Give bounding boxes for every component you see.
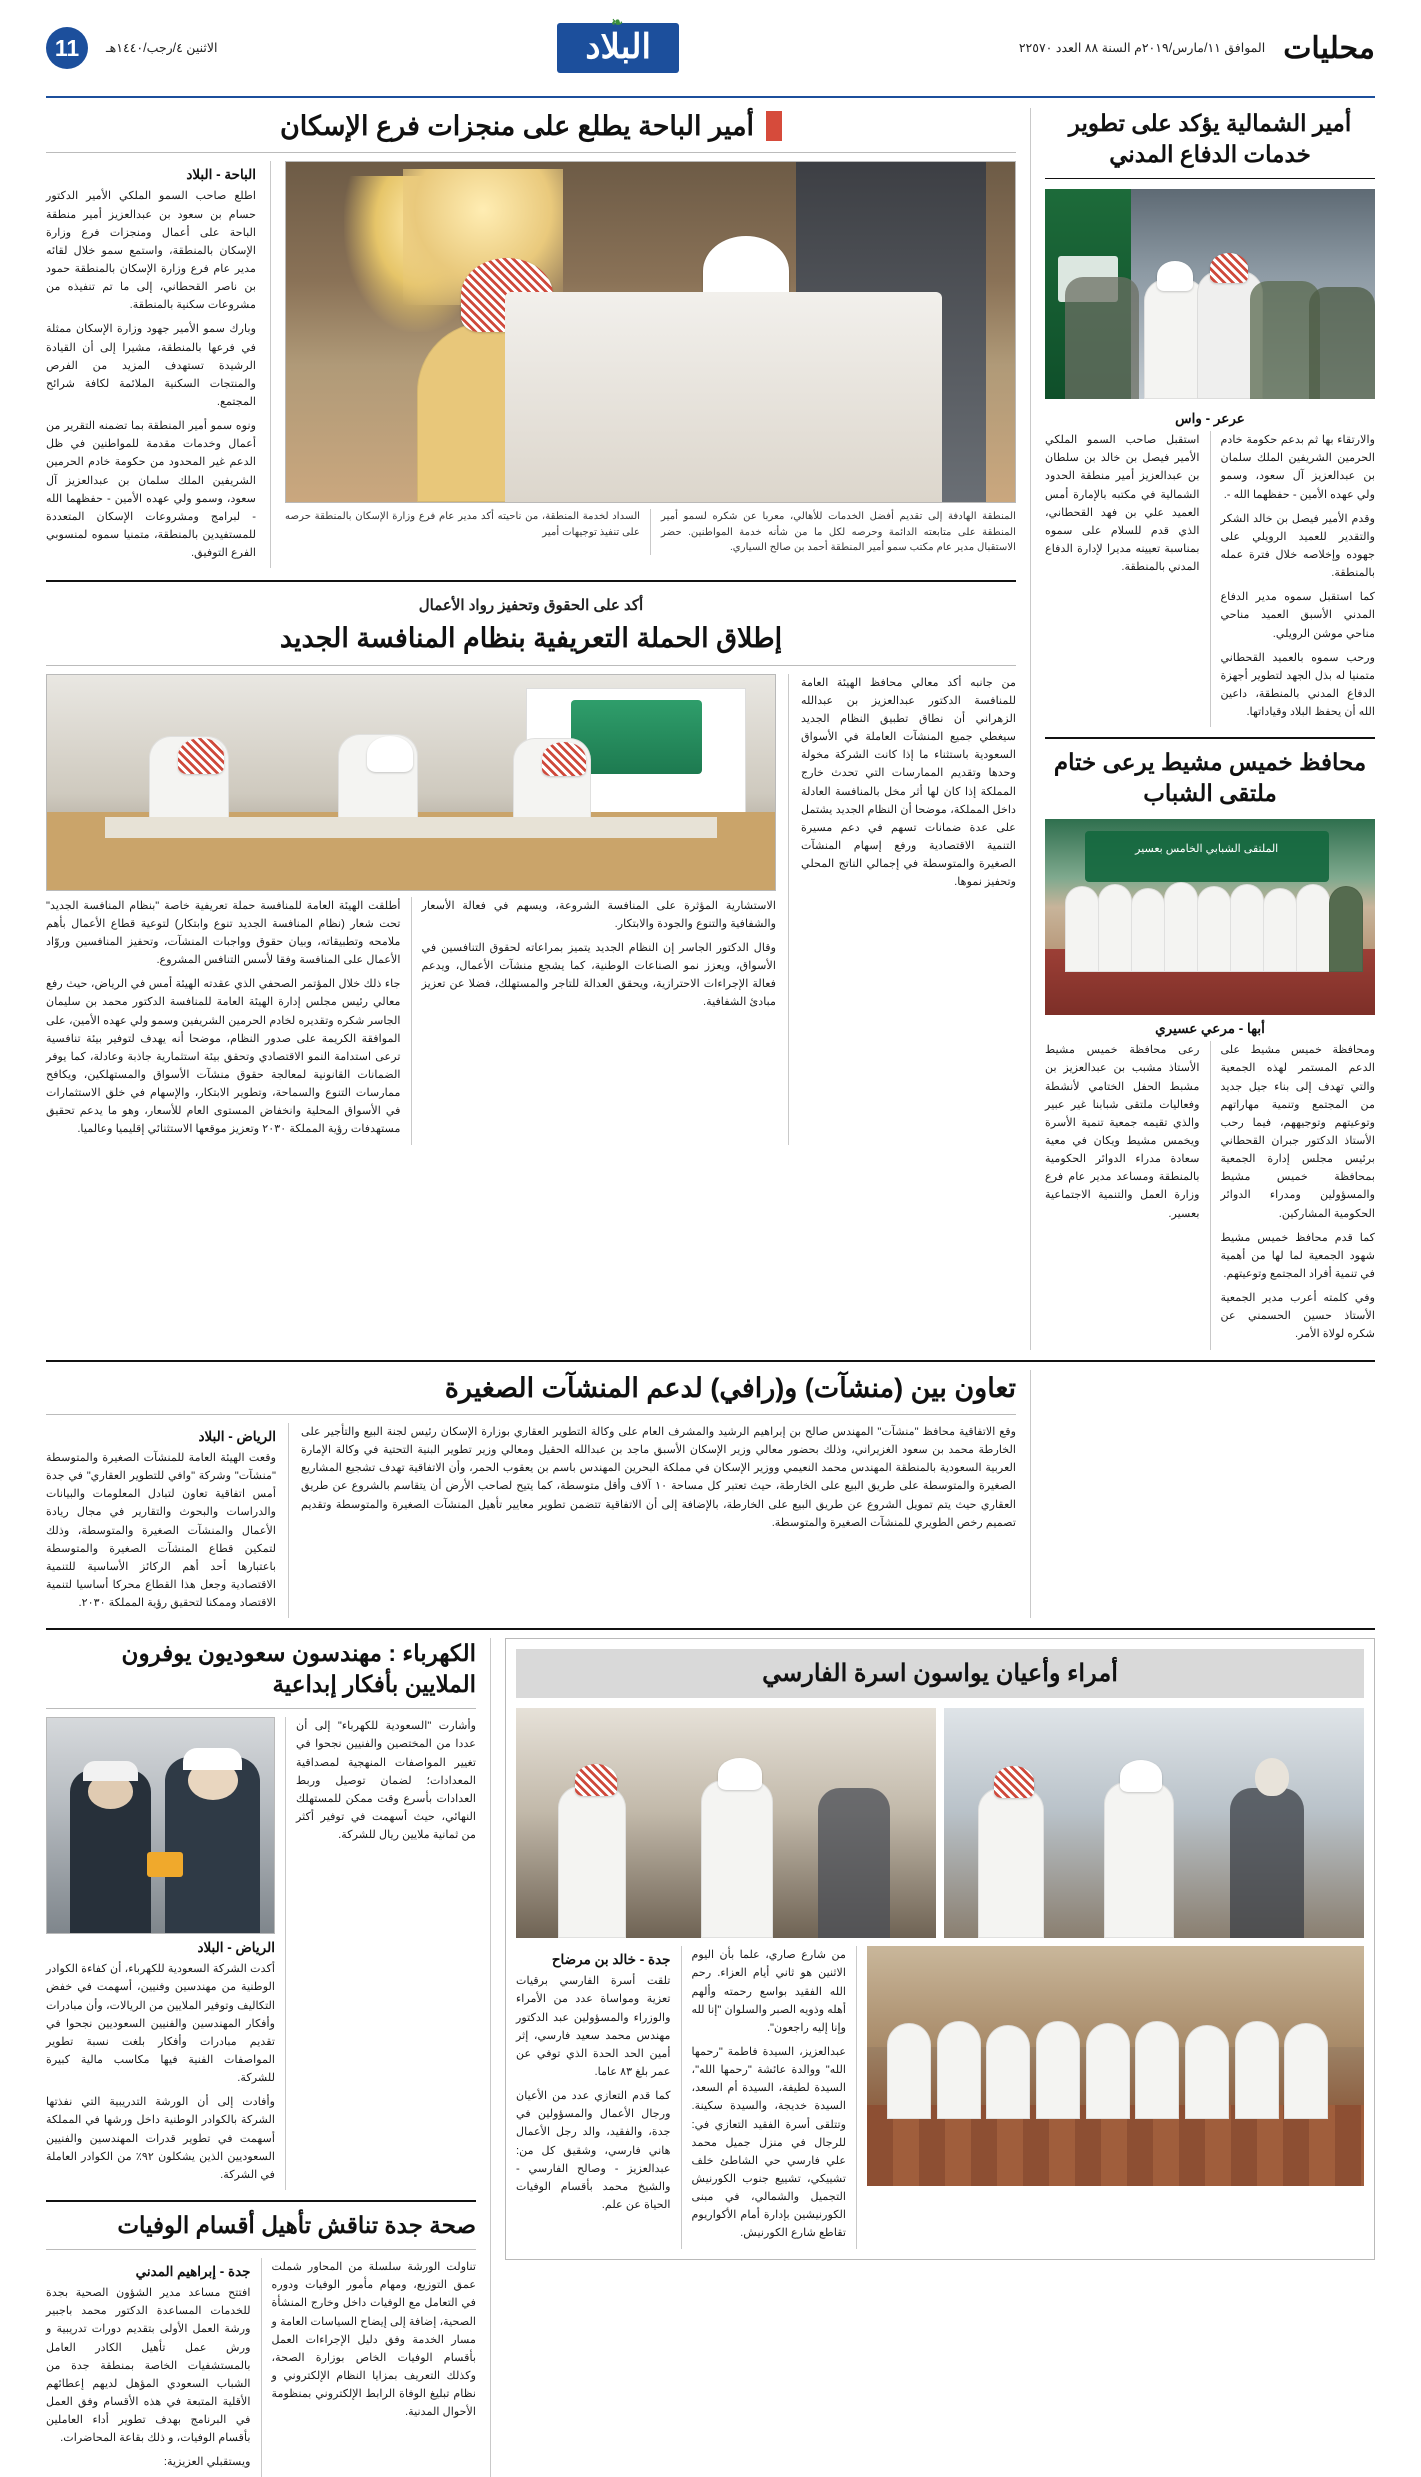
article-youth-forum <box>1045 747 1375 1349</box>
condolence-body-col2: من شارع صاري، علما بأن اليوم الاثنين هو ثاني أيام العزاء. رحم الله الفقيد بواسع رحمته وألهم أهله وذويه الصبر والسلوان "إنا لله وإنا إليه راجعون". عبدالعزيز، السيدة فاطمة "رحمها الله" ووالدة عائشة "رحمها الله"، السيدة لطيفة، السيدة أم السعد، السيدة خديجة، والسيدة سكينة. وتتلقى أسرة الفقيد التعازي في: للرجال في منزل جميل محمد علي فارسي حي الشاطئ خلف تشييكي، تشييع جنوب الكورنيش التجميل والشمالي، في مبنى الكورنيشين بإدارة أمام الأكواريوم تقاطع شارع الكورنيش. <box>691 1949 846 2240</box>
condolence-banner: أمراء وأعيان يواسون اسرة الفارسي <box>516 1649 1364 1698</box>
lead-dateline: الباحة - البلاد <box>186 167 256 183</box>
youth-forum-body-col1: رعى محافظة خميس مشيط الأستاذ مشبب بن عبدالعزيز بن مشبط الحفل الختامي لأنشطة وفعاليات ملتقى شبابنا غير عبير والذي تقيمه جمعية تنمية الأسرة ويخمس مشيط ويكان في معية سعادة مدراء الدوائر الحكومية بالمنطقة ومساعد مدير عام فرع وزارة العمل والتنمية الاجتماعية بعسير. <box>1045 1044 1200 1220</box>
youth-forum-banner-text: الملتقى الشبابي الخامس بعسير <box>1135 842 1279 855</box>
youth-forum-photo <box>1045 819 1375 1015</box>
sme-headline: تعاون بين (منشآت) و(رافي) لدعم المنشآت الصغيرة <box>444 1372 1016 1403</box>
civil-defense-byline: عرعر - واس <box>1175 411 1245 427</box>
condolence-photo-2 <box>516 1708 936 1938</box>
electricity-body-col1: أكدت الشركة السعودية للكهرباء، أن كفاءة الكوادر الوطنية من مهندسين وفنيين، أسهمت في خفض التكاليف وتوفير الملايين من الريالات، وأن مبادرات وأفكار المهندسين والفنيين السعوديين نجحوا في تقديم مبادرات وأفكار بلغت نسبة تطوير المواصفات الفنية فيها مكاسب مالية كبيرة للشركة. وأفادت إلى أن الورشة التدريبية التي نفذتها الشركة بالكوادر الوطنية داخل ورشها في المملكة أسهمت في تطوير قدرات المهندسين والفنيين السعوديين الذين يشكلون ٩٢٪ من الكوادر العاملة في الشركة. <box>46 1963 275 2181</box>
masthead <box>46 0 1375 96</box>
article-health <box>46 2210 476 2477</box>
leaf-icon: ❧ <box>611 14 626 31</box>
lead-body: اطلع صاحب السمو الملكي الأمير الدكتور حسام بن سعود بن عبدالعزيز أمير منطقة الباحة على أعمال ومنجزات فرع وزارة الإسكان بالمنطقة، واستمع سمو خلال لقائه مدير عام فرع وزارة الإسكان بالمنطقة حمود بن ناصر القحطاني، إلى ما تم تنفيذه من مشروعات سكنية بالمنطقة. وبارك سمو الأمير جهود وزارة الإسكان ممثلة في فرعها بالمنطقة، مشيرا إلى أن القيادة الرشيدة تستهدف المزيد من الفرص والمنتجات السكنية الملائمة لكافة شرائح المجتمع. ونوه سمو أمير المنطقة بما تضمنه التقرير من أعمال وخدمات مقدمة للمواطنين في ظل الدعم غير المحدود من حكومة خادم الحرمين الشريفين الملك سلمان بن عبدالعزيز آل سعود، وسمو ولي عهده الأمين - حفظهما الله - لبرامج ومشروعات الإسكان المتعددة للمستفيدين بالمنطقة، متمنيا سموه لمنسوبي الفرع التوفيق. <box>46 190 256 560</box>
health-body-col2: تناولت الورشة سلسلة من المحاور شملت عمق التوزيع، ومهام مأمور الوفيات ودوره في التعامل مع الوفيات داخل وخارج المنشأة الصحية، إضافة إلى إيضاح السياسات العامة و مسار الخدمة وفق دليل الإجراءات العمل بأقسام الوفيات الخاص بوزارة الصحة، وكذلك التعريف بمزايا النظام الإلكتروني و نظام تبليغ الوفاة الرابط الإلكتروني بمنظومة الأحوال المدنية. <box>271 2261 476 2419</box>
civil-defense-headline: أمير الشمالية يؤكد على تطوير خدمات الدفاع المدني <box>1045 108 1375 179</box>
gregorian-date: الموافق ١١/مارس/٢٠١٩م السنة ٨٨ العدد ٢٢٥٧٠ <box>1018 41 1266 56</box>
condolence-photo-1 <box>944 1708 1364 1938</box>
article-lead <box>46 108 1016 1145</box>
section-title: محليات <box>1283 31 1375 65</box>
lead-photo-caption-1: السداد لخدمة المنطقة، من ناحيته أكد مدير عام فرع وزارة الإسكان بالمنطقة حرصه على تنفيذ توجيهات أمير <box>285 511 641 538</box>
civil-defense-body-col2: والارتقاء بها ثم بدعم حكومة خادم الحرمين الشريفين الملك سلمان بن عبدالعزيز آل سعود، وسمو ولي عهده الأمين - حفظهما الله -. وقدم الأمير فيصل بن خالد الشكر والتقدير للعميد الرويلي على جهوده وإخلاصه خلال فترة عمله بالمنطقة. كما استقبل سموه مدير الدفاع المدني الأسبق العميد مناحي مناحي موشن الرويلي. ورحب سموه بالعميد القحطاني متمنيا له بذل الجهد لتطوير أجهزة الدفاع المدني بالمنطقة، داعين الله أن يحفظ البلاد وقياداتها. <box>1220 434 1375 719</box>
health-body-col1: افتتح مساعد مدير الشؤون الصحية بجدة للخدمات المساعدة الدكتور محمد باجبير ورشة العمل الأولى بتقديم دورات تدريبية و ورش عمل تأهيل الكادر العامل بالمستشفيات الخاصة بمنطقة جدة من الشباب السعودي المؤهل لديهم إعطائهم الأقلية المتبعة في هذه الأقسام وفق العمل في البرنامج بهدف تطوير أداء العاملين بأقسام الوفيات، و ذلك بقاعة المحاضرات. ويستقبلي العزيزية: <box>46 2287 251 2469</box>
article-sme <box>46 1370 1375 1619</box>
health-dateline: جدة - إبراهيم المدني <box>135 2264 251 2280</box>
sme-body-col1: وقعت الهيئة العامة للمنشآت الصغيرة والمتوسطة "منشآت" وشركة "وافي للتطوير العقاري" في جدة أمس اتفاقية تعاون لتبادل المعلومات والبيانات والدراسات والبحوث والتقارير في مجال ريادة الأعمال والمنشآت الصغيرة والمتوسطة، وذلك لتمكين قطاع المنشآت الصغيرة والمتوسطة باعتبارها أحد أهم الركائز الأساسية للتنمية الاقتصادية وجعل هذا القطاع محركا أساسيا لتنمية الاقتصاد وممكنا لتحقيق رؤية المملكة ٢٠٣٠. <box>46 1451 276 1610</box>
competition-photo <box>46 674 776 891</box>
electricity-photo <box>46 1717 275 1934</box>
civil-defense-photo <box>1045 189 1375 399</box>
condolence-byline: جدة - خالد بن مرضاح <box>551 1952 671 1968</box>
lead-headline: أمير الباحة يطلع على منجزات فرع الإسكان <box>279 111 755 141</box>
page-number: 11 <box>46 27 88 69</box>
electricity-dateline: الرياض - البلاد <box>197 1940 275 1956</box>
health-headline: صحة جدة تناقش تأهيل أقسام الوفيات <box>117 2212 476 2239</box>
sme-dateline: الرياض - البلاد <box>198 1428 276 1444</box>
civil-defense-body-col1: استقبل صاحب السمو الملكي الأمير فيصل بن خالد بن سلطان بن عبدالعزيز أمير منطقة الحدود الشمالية في مكتبه بالإمارة أمس العميد علي بن فهد القحطاني، الذي قدم للسلام على سموه بمناسبة تعيينه مديرا لإدارة الدفاع المدني بالمنطقة. <box>1045 434 1200 574</box>
youth-forum-byline: أبها - مرعي عسيري <box>1155 1021 1265 1037</box>
competition-body-col3: من جانبه أكد معالي محافظ الهيئة العامة للمنافسة الدكتور عبدالعزيز بن عبدالله الزهراني أن نطاق تطبيق النظام الجديد سيغطي جميع المنشآت العاملة في الأسواق السعودية باستثناء ما إذا كانت الشركة مخولة وحدها وتقديم الممارسات التي تحدث خارج المملكة إذا كان لها أثر مخل بالمنافسة العادلة داخل المملكة، موضحا أن النظام الجديد يشتمل على عدة ضمانات تسهم في دعم مسيرة التنمية الاقتصادية ورفع إسهام المنشآت الصغيرة والمتوسطة في إجمالي الناتج المحلي وتحفيز نموها. <box>801 676 1016 889</box>
competition-body-col2: الاستشارية المؤثرة على المنافسة الشروعة، ويسهم في فعالة الأسعار والشفافية والتنوع والجودة والابتكار. وقال الدكتور الجاسر إن النظام الجديد يتميز بمراعاته لحقوق التنافسين في الأسواق، ويعزز نمو الصناعات الوطنية، كما يشجع منشآت الأعمال، ويدعم فعالة الإجراءات الاحترازية، ويحقق العدالة للتاجر والمستهلك، فضلا عن تعزيز مبادئ الشفافية. <box>421 899 776 1009</box>
paper-logo <box>557 14 679 72</box>
competition-body-col1: أطلقت الهيئة العامة للمنافسة حملة تعريفية خاصة "بنظام المنافسة الجديد" تحت شعار (نظام المنافسة الجديد تنوع وابتكار) لتوعية قطاع الأعمال بأهم ملامحه وتطبيقاته، وبيان حقوق وواجبات المنشآت، وتحفيز المنافسين وروّاد الأعمال على المنافسة وفقا لأسس التنافس المشروع. جاء ذلك خلال المؤتمر الصحفي الذي عقدته الهيئة أمس في الرياض، حيث رفع معالي رئيس مجلس إدارة الهيئة العامة للمنافسة الدكتور محمد بن سليمان الجاسر شكره وتقديره لخادم الحرمين الشريفين وسمو ولي عهده الأمين، على الموافقة الكريمة على صدور النظام، موضحا أنه يهدف لتوفير بيئة تنافسية ترعى استدامة النمو الاقتصادي وتحقق بيئة استثمارية جاذبة وعادلة، كما يوفر الضمانات القانونية لمعالجة حقوق منشآت الأسواق والمستهلكين، ويكافح ممارسات التنوع والسماحة، وتطوير الابتكار، والإسهام في خلق الاستثمارات في الأسواق المحلية وانخفاض المستوى العام للأسعار، وهو ما يدعم تحقيق مستهدفات رؤية المملكة ٢٠٣٠ وتعزيز موقعها الاستثنائي إقليميا وعالميا. <box>46 899 401 1136</box>
youth-forum-headline: محافظ خميس مشيط يرعى ختام ملتقى الشباب <box>1053 749 1367 807</box>
condolence-photo-3 <box>867 1946 1364 2186</box>
article-condolence <box>505 1638 1375 2259</box>
hijri-date: الاثنين ٤/رجب/١٤٤٠هـ <box>106 41 218 56</box>
article-electricity <box>46 1638 476 2190</box>
competition-headline: إطلاق الحملة التعريفية بنظام المنافسة الجديد <box>279 623 783 654</box>
sme-body-col2: وقع الاتفاقية محافظ "منشآت" المهندس صالح بن إبراهيم الرشيد والمشرف العام على وكالة التطوير العقاري بوزارة الإسكان رئيس لجنة البيع والتأجير على الخارطة محمد بن سعود الغزيراني، وذلك بحضور معالي وزير الإسكان الأسبق ماجد بن عبدالله الحقيل ومعالي وزير تطوير البنية التحتية في وكالة الإمارة العربية السعودية بالمنطقة المهندس محمد النعيمي ووزير الإسكان في مملكة البحرين المهندس باسم بن يعقوب الحمر، وأن الاتفاقية تهدف تشجيع المشاريع الصغيرة والمتوسطة على طريق البيع على الخارطة، حيث تعتبر كل مساحة ١٠ آلاف وأقل متوسطة، كما يتيح لصاحب الأرض أن يتقاسم بالشروع عن طريق العقاري حيث يتم تمويل الشروع عن طريق البيع على الخارطة، بالإضافة إلى أن الاتفاقية تتضمن تطوير معايير تأهيل المنشآت الصغيرة والمتوسطة وتقديم تصميم رخص الطويري للمنشآت الصغيرة والمتوسطة. <box>301 1425 1016 1529</box>
article-civil-defense <box>1045 108 1375 1350</box>
electricity-body-col2: وأشارت "السعودية للكهرباء" إلى أن عددا من المختصين والفنيين نجحوا في تغيير المواصفات المنهجية لمصداقية المعدادات؛ لضمان توصيل وربط العدادات بأسرع وقت ممكن للمستهلك النهائي، حيث أسهمت في توفير أكثر من ثمانية ملايين ريال للشركة. <box>296 1720 476 1842</box>
article-competition <box>46 590 1016 1144</box>
decorative-square <box>766 111 782 141</box>
competition-kicker: أكد على الحقوق وتحفيز رواد الأعمال <box>418 597 644 615</box>
electricity-headline: الكهرباء : مهندسون سعوديون يوفرون الملايين بأفكار إبداعية <box>121 1640 476 1698</box>
youth-forum-body-col2: ومحافظة خميس مشيط على الدعم المستمر لهذه الجمعية والتي تهدف إلى بناء جيل جديد من المجتمع وتنمية مهاراتهم وتوعيتهم وتوجيههم، فيما رحب الأستاذ الدكتور جبران القحطاني برئيس مجلس إدارة الجمعية بمحافظة خميس مشيط والمسؤولين ومدراء الدوائر الحكومية المشاركين. كما قدم محافظ خميس مشيط شهود الجمعية لما لها من أهمية في تنمية أفراد المجتمع وتوعيتهم. وفي كلمته أعرب مدير الجمعية الأستاذ حسين الحسمني عن شكره لولاة الأمر. <box>1220 1044 1375 1341</box>
lead-photo-caption-2: المنطقة الهادفة إلى تقديم أفضل الخدمات للأهالي، معربا عن شكره لسمو أمير المنطقة على متابعته الدائمة وحرصه لكل ما من شأنه خدمة المواطنين. حضر الاستقبال مدير عام مكتب سمو أمير المنطقة أحمد بن صالح السياري. <box>661 511 1016 554</box>
lead-photo <box>285 161 1016 503</box>
condolence-body-col1: تلقت أسرة الفارسي برقيات تعزية ومواساة عدد من الأمراء والوزراء والمسؤولين عبد الدكتور مهندس محمد سعيد فارسي، إثر أمين الحد الحدة الذي توفي عن عمر بلغ ٨٣ عاما. كما قدم التعازي عدد من الأعيان ورجال الأعمال والمسؤولين في جدة، والفقيد، والد رجل الأعمال هاني فارسي، وشقيق كل من: عبدالعزيز - وصالح الفارسي - والشيخ محمد بأقسام الوفيات الحياة عن علم. <box>516 1975 671 2211</box>
paper-name: البلاد <box>585 28 651 67</box>
